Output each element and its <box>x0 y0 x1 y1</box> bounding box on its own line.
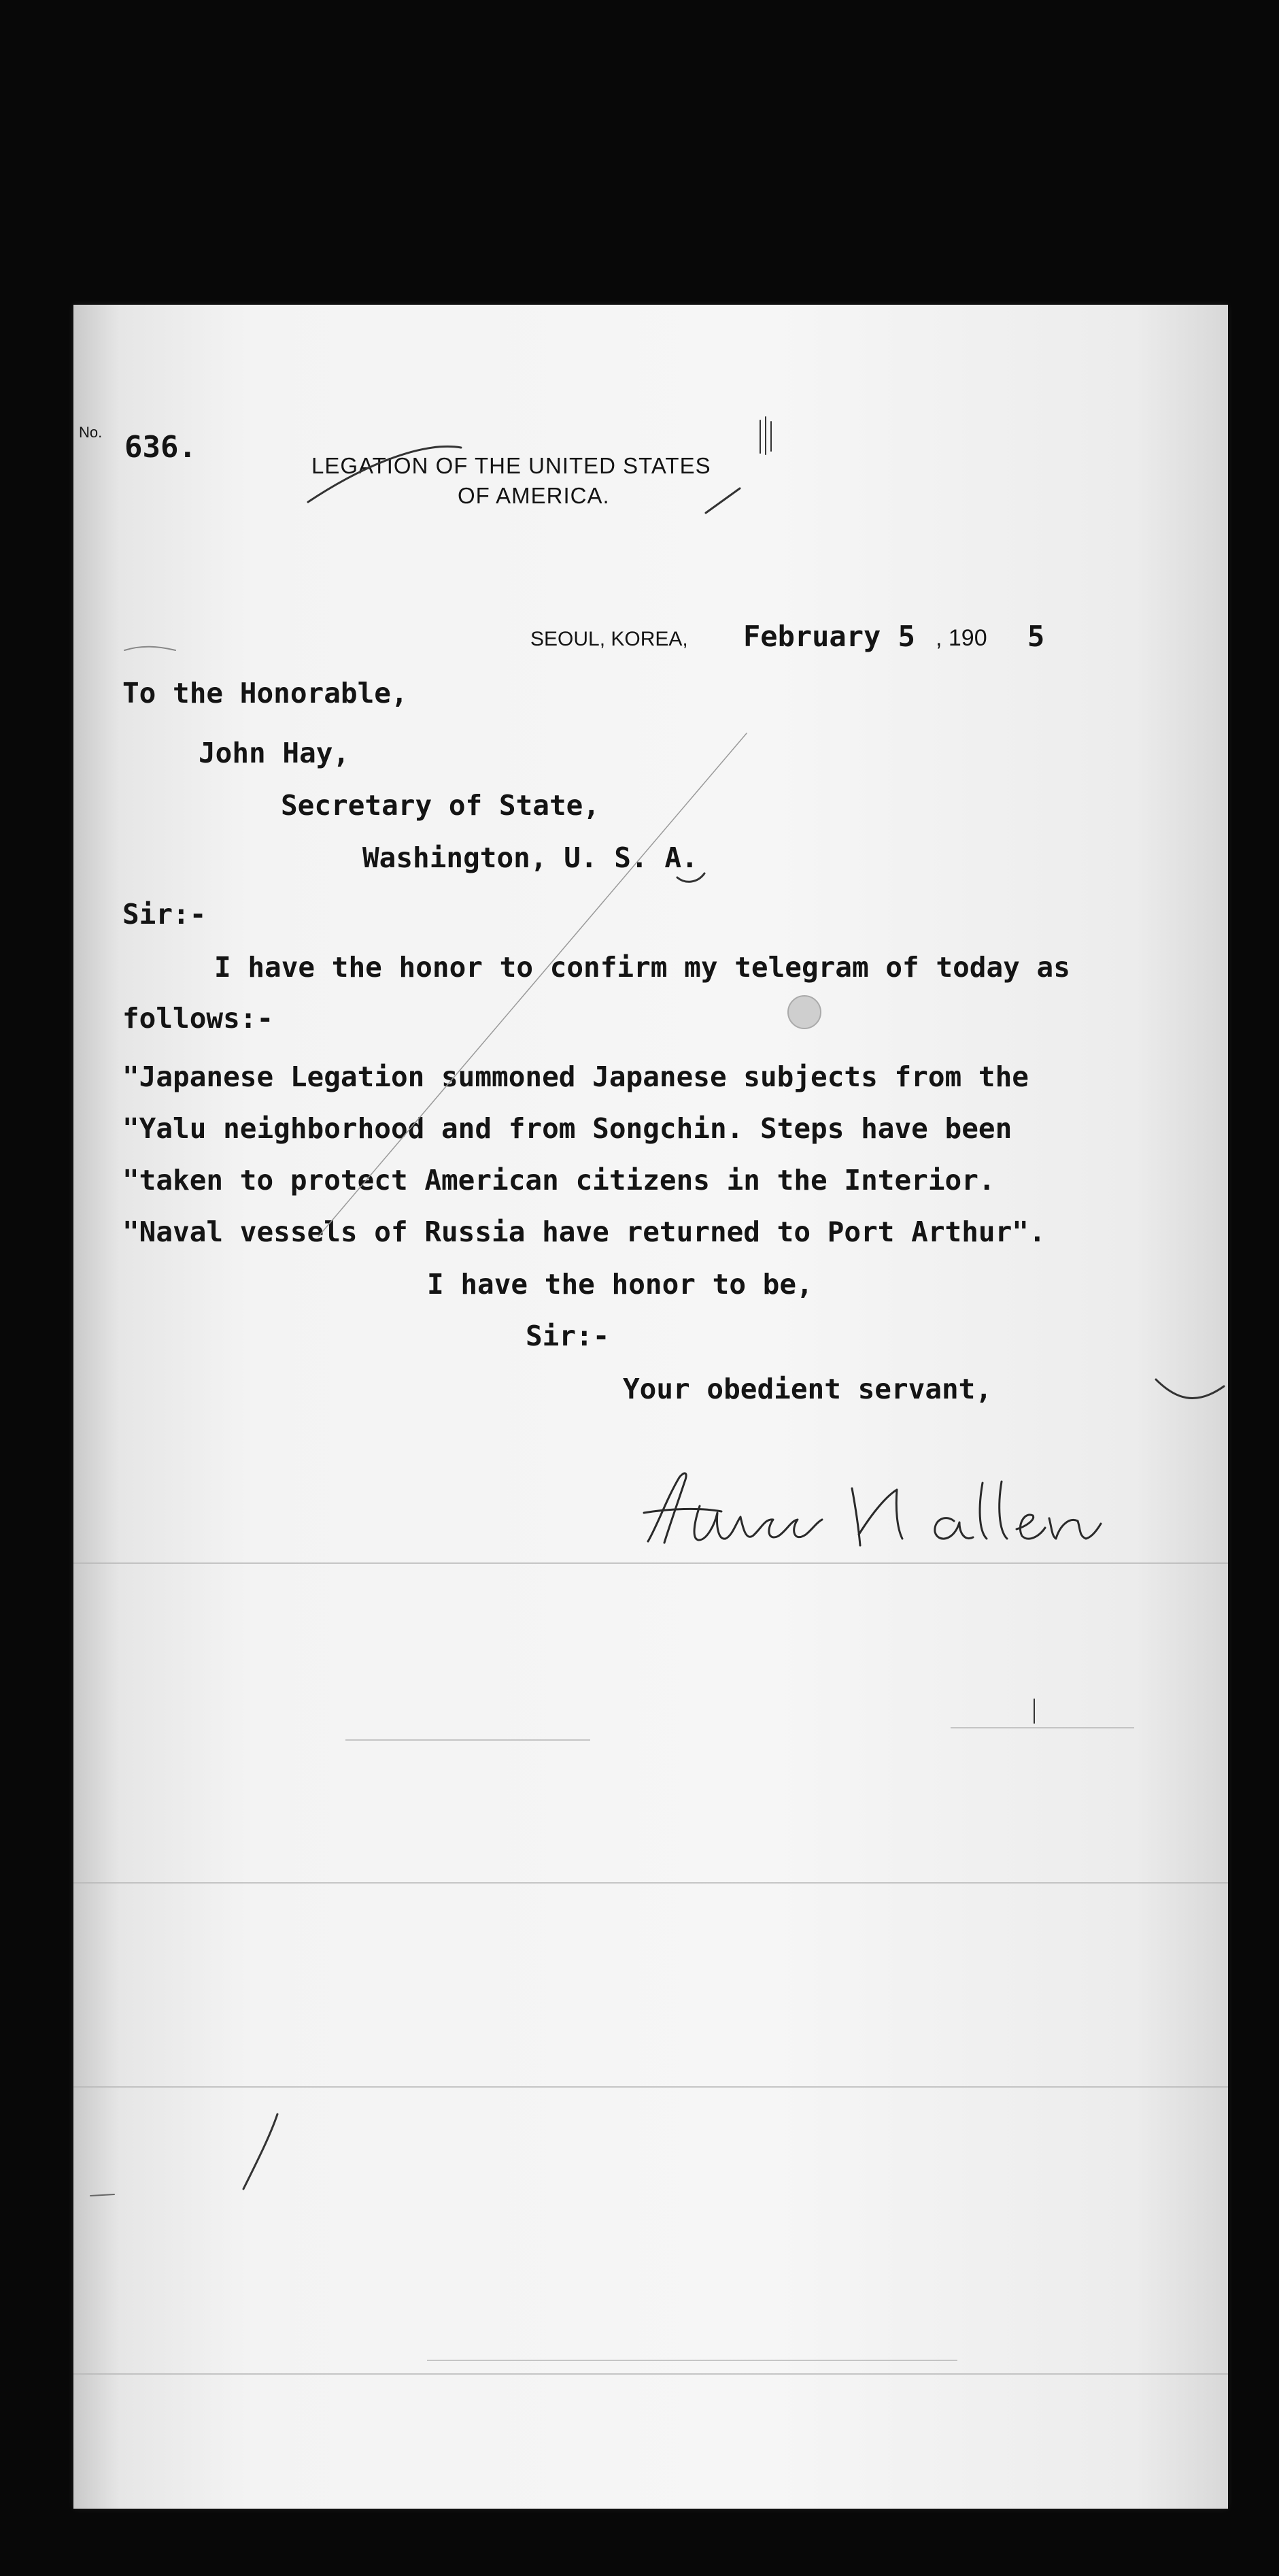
document-page <box>73 305 1228 2509</box>
dateline-year-prefix: , 190 <box>936 625 987 651</box>
letterhead-subtitle: OF AMERICA. <box>458 483 610 508</box>
body-line: "Naval vessels of Russia have returned to Port Arthur". <box>122 1216 1046 1248</box>
dateline-year-suffix: 5 <box>1027 620 1045 653</box>
body-line: I have the honor to confirm my telegram of today as <box>214 951 1070 984</box>
salutation: Sir:- <box>122 898 207 931</box>
closing-line: Sir:- <box>526 1320 610 1352</box>
body-line: follows:- <box>122 1002 274 1035</box>
address-line: John Hay, <box>199 737 350 769</box>
address-line: Washington, U. S. A. <box>362 841 698 874</box>
address-line: To the Honorable, <box>122 677 408 709</box>
dateline-place: SEOUL, KOREA, <box>530 628 688 650</box>
closing-line: I have the honor to be, <box>427 1268 813 1301</box>
body-line: "taken to protect American citizens in the Interior. <box>122 1164 995 1197</box>
dateline-date: February 5 <box>743 620 915 653</box>
letterhead-number-label: No. <box>79 424 103 441</box>
scan-artifacts <box>73 305 1228 2509</box>
body-line: "Yalu neighborhood and from Songchin. Steps have been <box>122 1112 1012 1145</box>
body-line: "Japanese Legation summoned Japanese subjects from the <box>122 1060 1029 1093</box>
closing-line: Your obedient servant, <box>623 1373 993 1405</box>
dispatch-number: 636. <box>124 430 197 465</box>
address-line: Secretary of State, <box>281 789 600 822</box>
letterhead-title: LEGATION OF THE UNITED STATES <box>311 453 711 478</box>
